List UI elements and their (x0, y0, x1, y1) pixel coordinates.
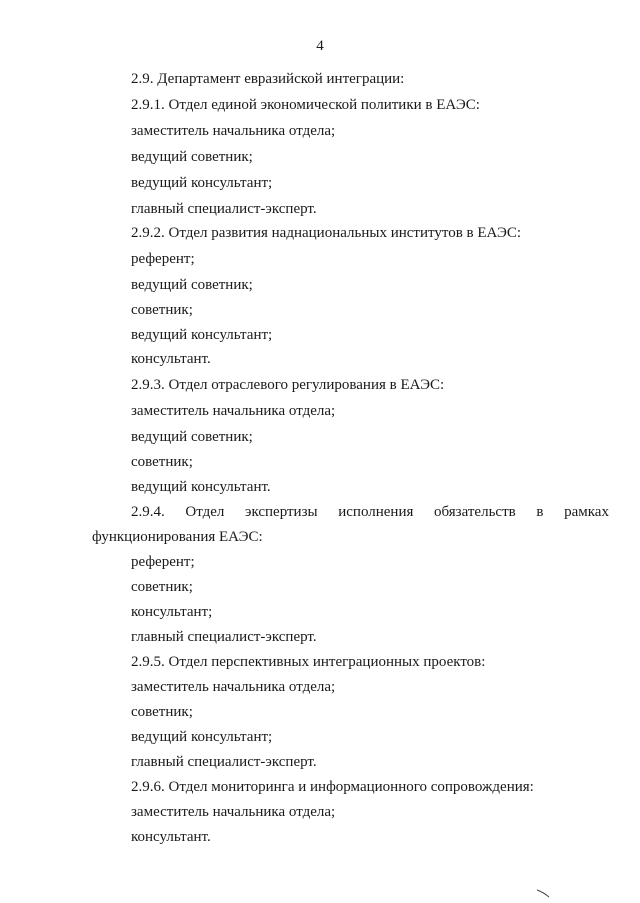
word: 2.9.4. (131, 504, 165, 520)
text-line: ведущий консультант. (131, 479, 271, 495)
word: исполнения (338, 504, 414, 520)
text-line: ведущий советник; (131, 277, 253, 293)
text-line: 2.9.6. Отдел мониторинга и информационного сопровождения: (131, 779, 534, 795)
text-line: советник; (131, 704, 193, 720)
scan-mark (536, 888, 550, 898)
text-line: заместитель начальника отдела; (131, 804, 336, 820)
continuation-line: функционирования ЕАЭС: (92, 529, 263, 545)
text-line: 2.9.3. Отдел отраслевого регулирования в ЕАЭС: (131, 377, 445, 393)
text-line: 2.9.2. Отдел развития наднациональных институтов в ЕАЭС: (131, 225, 522, 241)
word: обязательств (434, 504, 516, 520)
text-line: консультант; (131, 604, 213, 620)
text-line: заместитель начальника отдела; (131, 679, 336, 695)
text-line: советник; (131, 302, 193, 318)
text-line: главный специалист-эксперт. (131, 201, 317, 217)
word: Отдел (185, 504, 225, 520)
text-line: консультант. (131, 351, 211, 367)
word: экспертизы (245, 504, 318, 520)
text-line: референт; (131, 251, 195, 267)
text-line: ведущий советник; (131, 429, 253, 445)
text-line: 2.9.5. Отдел перспективных интеграционных проектов: (131, 654, 486, 670)
text-line: референт; (131, 554, 195, 570)
text-line: заместитель начальника отдела; (131, 123, 336, 139)
word: рамках (564, 504, 609, 520)
text-line: главный специалист-эксперт. (131, 754, 317, 770)
word: в (536, 504, 544, 520)
page-number: 4 (316, 38, 324, 54)
text-line: ведущий советник; (131, 149, 253, 165)
text-line: советник; (131, 454, 193, 470)
text-line: ведущий консультант; (131, 729, 273, 745)
text-line: главный специалист-эксперт. (131, 629, 317, 645)
text-line: 2.9.1. Отдел единой экономической политики в ЕАЭС: (131, 97, 480, 113)
text-line: заместитель начальника отдела; (131, 403, 336, 419)
text-line: консультант. (131, 829, 211, 845)
text-line: 2.9. Департамент евразийской интеграции: (131, 71, 405, 87)
justified-line (131, 503, 609, 521)
text-line: ведущий консультант; (131, 327, 273, 343)
text-line: советник; (131, 579, 193, 595)
text-line: ведущий консультант; (131, 175, 273, 191)
